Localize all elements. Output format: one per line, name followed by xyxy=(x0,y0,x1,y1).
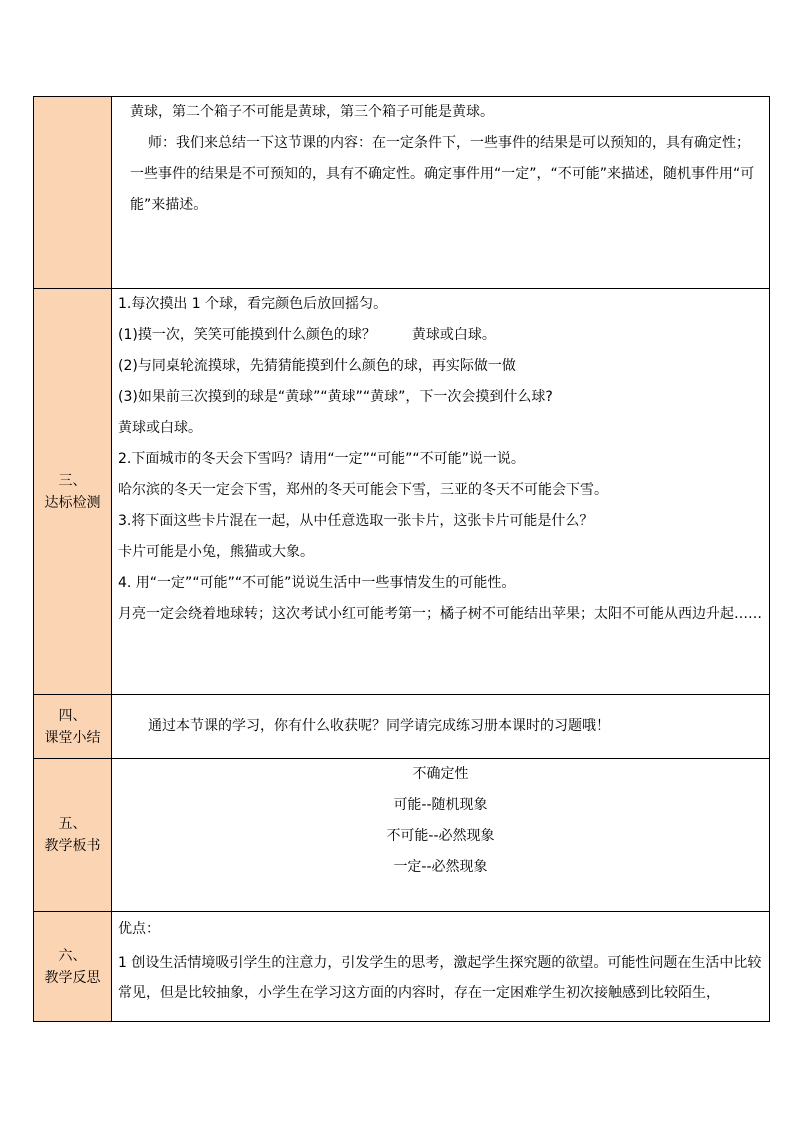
check-label-cell xyxy=(34,289,112,695)
reflection-label-cell xyxy=(34,912,112,1022)
section-number: 三、 xyxy=(58,472,87,489)
process-paragraph: 师：我们来总结一下这节课的内容：在一定条件下，一些事件的结果是可以预知的，具有确定性；一些事件的结果是不可预知的，具有不确定性。确定事件用“一定”，“不可能”来描述，随机事件用“可能”来描述。 xyxy=(130,135,755,213)
reflection-heading: 优点： xyxy=(118,921,160,937)
board-row xyxy=(34,759,770,912)
reflection-content xyxy=(112,912,769,1008)
check-line: 黄球或白球。 xyxy=(118,420,202,436)
process-content xyxy=(112,97,769,221)
section-title: 课堂小结 xyxy=(44,729,101,746)
board-line: 不确定性 xyxy=(412,766,469,782)
check-answer: 黄球或白球。 xyxy=(411,327,496,343)
lesson-plan-table xyxy=(33,96,770,1022)
section-title: 教学板书 xyxy=(44,838,101,854)
summary-label-cell xyxy=(34,695,112,759)
section-title: 达标检测 xyxy=(44,494,101,511)
check-line: 3.将下面这些卡片混在一起，从中任意选取一张卡片，这张卡片可能是什么？ xyxy=(118,513,594,529)
reflection-body: 1 创设生活情境吸引学生的注意力，引发学生的思考，激起学生探究题的欲望。可能性问题在生活中比较常见，但是比较抽象，小学生在学习这方面的内容时，存在一定困难学生初次接触感到比较陌生， xyxy=(118,955,762,1001)
check-content-cell xyxy=(112,289,770,695)
check-content xyxy=(112,289,769,630)
board-content xyxy=(112,759,769,883)
check-line: 月亮一定会绕着地球转；这次考试小红可能考第一；橘子树不可能结出苹果；太阳不可能从西边升起…… xyxy=(118,606,762,622)
check-line: 卡片可能是小兔，熊猫或大象。 xyxy=(118,544,314,560)
process-row xyxy=(34,97,770,289)
board-line: 不可能--必然现象 xyxy=(386,828,495,844)
check-line: (3)如果前三次摸到的球是“黄球”“黄球”“黄球”，下一次会摸到什么球? xyxy=(118,389,553,405)
process-content-cell xyxy=(112,97,770,289)
process-label-cell xyxy=(34,97,112,289)
board-line: 可能--随机现象 xyxy=(393,797,488,813)
summary-text: 通过本节课的学习，你有什么收获呢？同学请完成练习册本课时的习题哦！ xyxy=(148,718,610,734)
check-line: 哈尔滨的冬天一定会下雪，郑州的冬天可能会下雪，三亚的冬天不可能会下雪。 xyxy=(118,482,608,498)
check-question: (1)摸一次，笑笑可能摸到什么颜色的球？ xyxy=(118,327,376,343)
check-line: 1.每次摸出 1 个球，看完颜色后放回摇匀。 xyxy=(118,296,388,312)
summary-row xyxy=(34,695,770,759)
board-label-cell xyxy=(34,759,112,912)
summary-content-cell xyxy=(112,695,770,759)
section-number: 四、 xyxy=(58,707,87,724)
reflection-content-cell xyxy=(112,912,770,1022)
section-title: 教学反思 xyxy=(44,969,101,986)
summary-content xyxy=(112,711,769,742)
process-paragraph: 黄球，第二个箱子不可能是黄球，第三个箱子可能是黄球。 xyxy=(130,104,494,120)
check-row xyxy=(34,289,770,695)
check-line xyxy=(118,320,763,351)
check-line: (2)与同桌轮流摸球，先猜猜能摸到什么颜色的球，再实际做一做 xyxy=(118,358,516,374)
section-number: 六、 xyxy=(58,947,87,964)
board-content-cell xyxy=(112,759,770,912)
reflection-row xyxy=(34,912,770,1022)
check-line: 4. 用“一定”“可能”“不可能”说说生活中一些事情发生的可能性。 xyxy=(118,575,516,591)
section-number: 五、 xyxy=(58,816,87,832)
board-line: 一定--必然现象 xyxy=(393,859,488,875)
check-line: 2.下面城市的冬天会下雪吗？请用“一定”“可能”“不可能”说一说。 xyxy=(118,451,525,467)
